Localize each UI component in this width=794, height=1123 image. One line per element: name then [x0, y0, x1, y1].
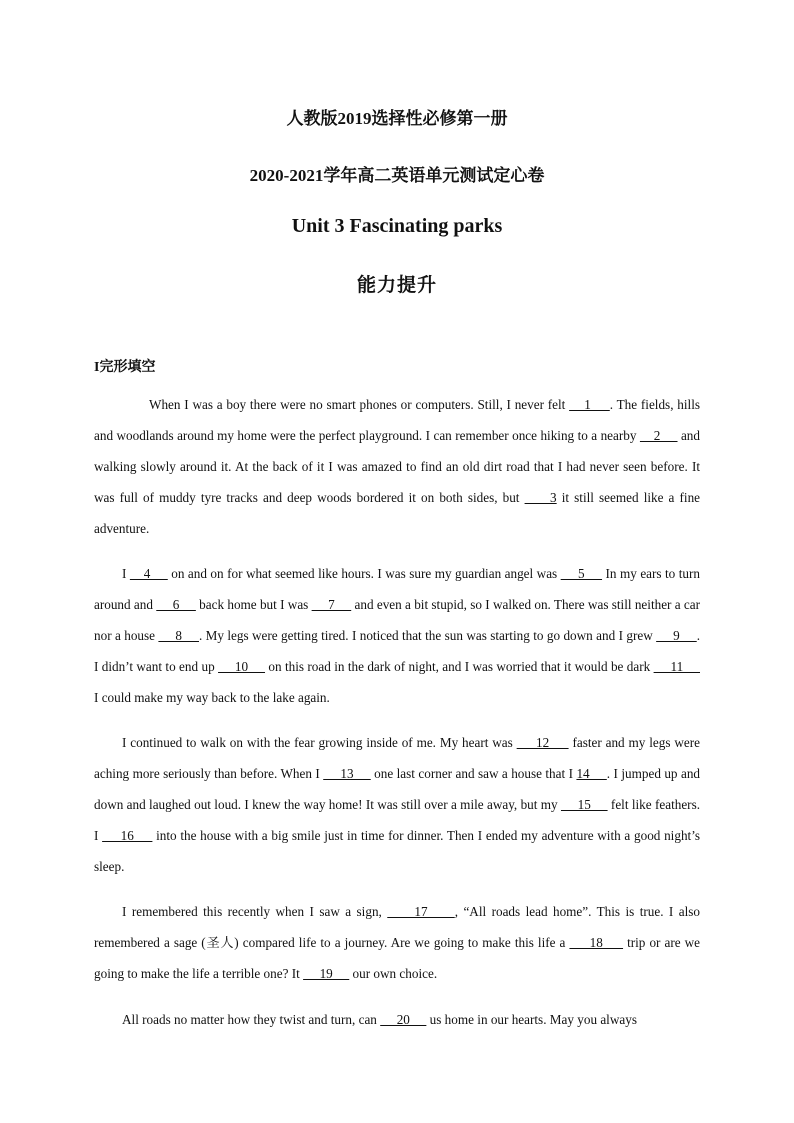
passage-text: When I was a boy there were no smart phones or computers. Still, I never felt — [149, 397, 570, 412]
passage-text: into the house with a big smile just in time for dinner. Then I ended my adventure with a good night’s sleep. — [94, 828, 700, 875]
unit-title-heading: Unit 3 Fascinating parks — [291, 215, 503, 237]
answer-blank: 1 — [569, 397, 610, 412]
answer-blank: 5 — [560, 566, 603, 581]
passage-paragraph-1 — [94, 389, 700, 544]
test-title-heading: 2020-2021学年高二英语单元测试定心卷 — [249, 166, 545, 185]
answer-blank: 7 — [311, 597, 352, 613]
answer-blank: 3 — [524, 490, 557, 506]
answer-blank: 4 — [129, 566, 168, 581]
answer-blank: 13 — [323, 766, 371, 782]
passage-text: our own choice. — [349, 966, 438, 982]
passage-text: I could make my way back to the lake again. — [94, 690, 330, 706]
passage-text: I — [122, 566, 130, 581]
answer-blank: 6 — [156, 597, 196, 613]
answer-blank: 2 — [639, 428, 678, 444]
passage-text: All roads no matter how they twist and turn, can — [122, 1012, 381, 1027]
answer-blank: 18 — [569, 935, 624, 951]
passage-text: and even a bit stupid, so I walked on. There was still neither a car nor a house — [94, 597, 700, 644]
answer-blank: 20 — [380, 1012, 427, 1027]
passage-text: felt like feathers. I — [94, 797, 700, 844]
answer-blank: 14 — [576, 766, 607, 782]
passage-text: . The fields, hills and woodlands around my home were the perfect playground. I can remember once hiking to a nearby — [94, 397, 700, 444]
answer-blank: 15 — [560, 797, 608, 813]
passage-text: . My legs were getting tired. I noticed that the sun was starting to go down and I grew — [198, 628, 657, 644]
answer-blank: 10 — [218, 659, 266, 675]
passage-text: on and on for what seemed like hours. I was sure my guardian angel was — [167, 566, 561, 581]
passage-paragraph-4 — [94, 896, 700, 989]
answer-blank: 12 — [516, 735, 569, 750]
passage-text: it still seemed like a fine adventure. — [94, 490, 701, 537]
answer-blank: 17 — [387, 904, 455, 919]
passage-text: faster and my legs were aching more seriously than before. When I — [94, 735, 700, 782]
passage-paragraph-5 — [94, 1004, 700, 1035]
answer-blank: 11 — [653, 659, 700, 675]
textbook-edition-heading: 人教版2019选择性必修第一册 — [286, 109, 508, 128]
passage-text: us home in our hearts. May you always — [426, 1012, 637, 1027]
passage-text: and walking slowly around it. At the back of it I was amazed to find an old dirt road that I had never seen before. It was full of muddy tyre tracks and deep woods bordered it on both sides, but — [94, 428, 700, 506]
answer-blank: 16 — [102, 828, 153, 844]
level-heading: 能力提升 — [356, 275, 437, 296]
passage-text: trip or are we going to make the life a terrible one? It — [94, 935, 700, 982]
passage-text: , “All roads lead home”. This is true. I also remembered a sage (圣人) compared life to a journey. Are we going to make this life a — [94, 904, 700, 951]
passage-paragraph-2 — [94, 558, 700, 713]
passage-text: back home but I was — [195, 597, 312, 613]
passage-text: I continued to walk on with the fear growing inside of me. My heart was — [122, 735, 517, 750]
passage-text: In my ears to turn around and — [94, 566, 700, 613]
passage-paragraph-3 — [94, 727, 700, 882]
answer-blank: 8 — [158, 628, 199, 644]
answer-blank: 9 — [656, 628, 697, 644]
answer-blank: 19 — [303, 966, 350, 982]
passage-text: on this road in the dark of night, and I was worried that it would be dark — [265, 659, 654, 675]
passage-text: . I didn’t want to end up — [94, 628, 701, 675]
passage-text: one last corner and saw a house that I — [370, 766, 577, 782]
passage-text: . I jumped up and down and laughed out loud. I knew the way home! It was still over a mile away, but my — [94, 766, 701, 813]
section-title: I完形填空 — [94, 360, 156, 375]
passage-text: I remembered this recently when I saw a sign, — [122, 904, 388, 919]
